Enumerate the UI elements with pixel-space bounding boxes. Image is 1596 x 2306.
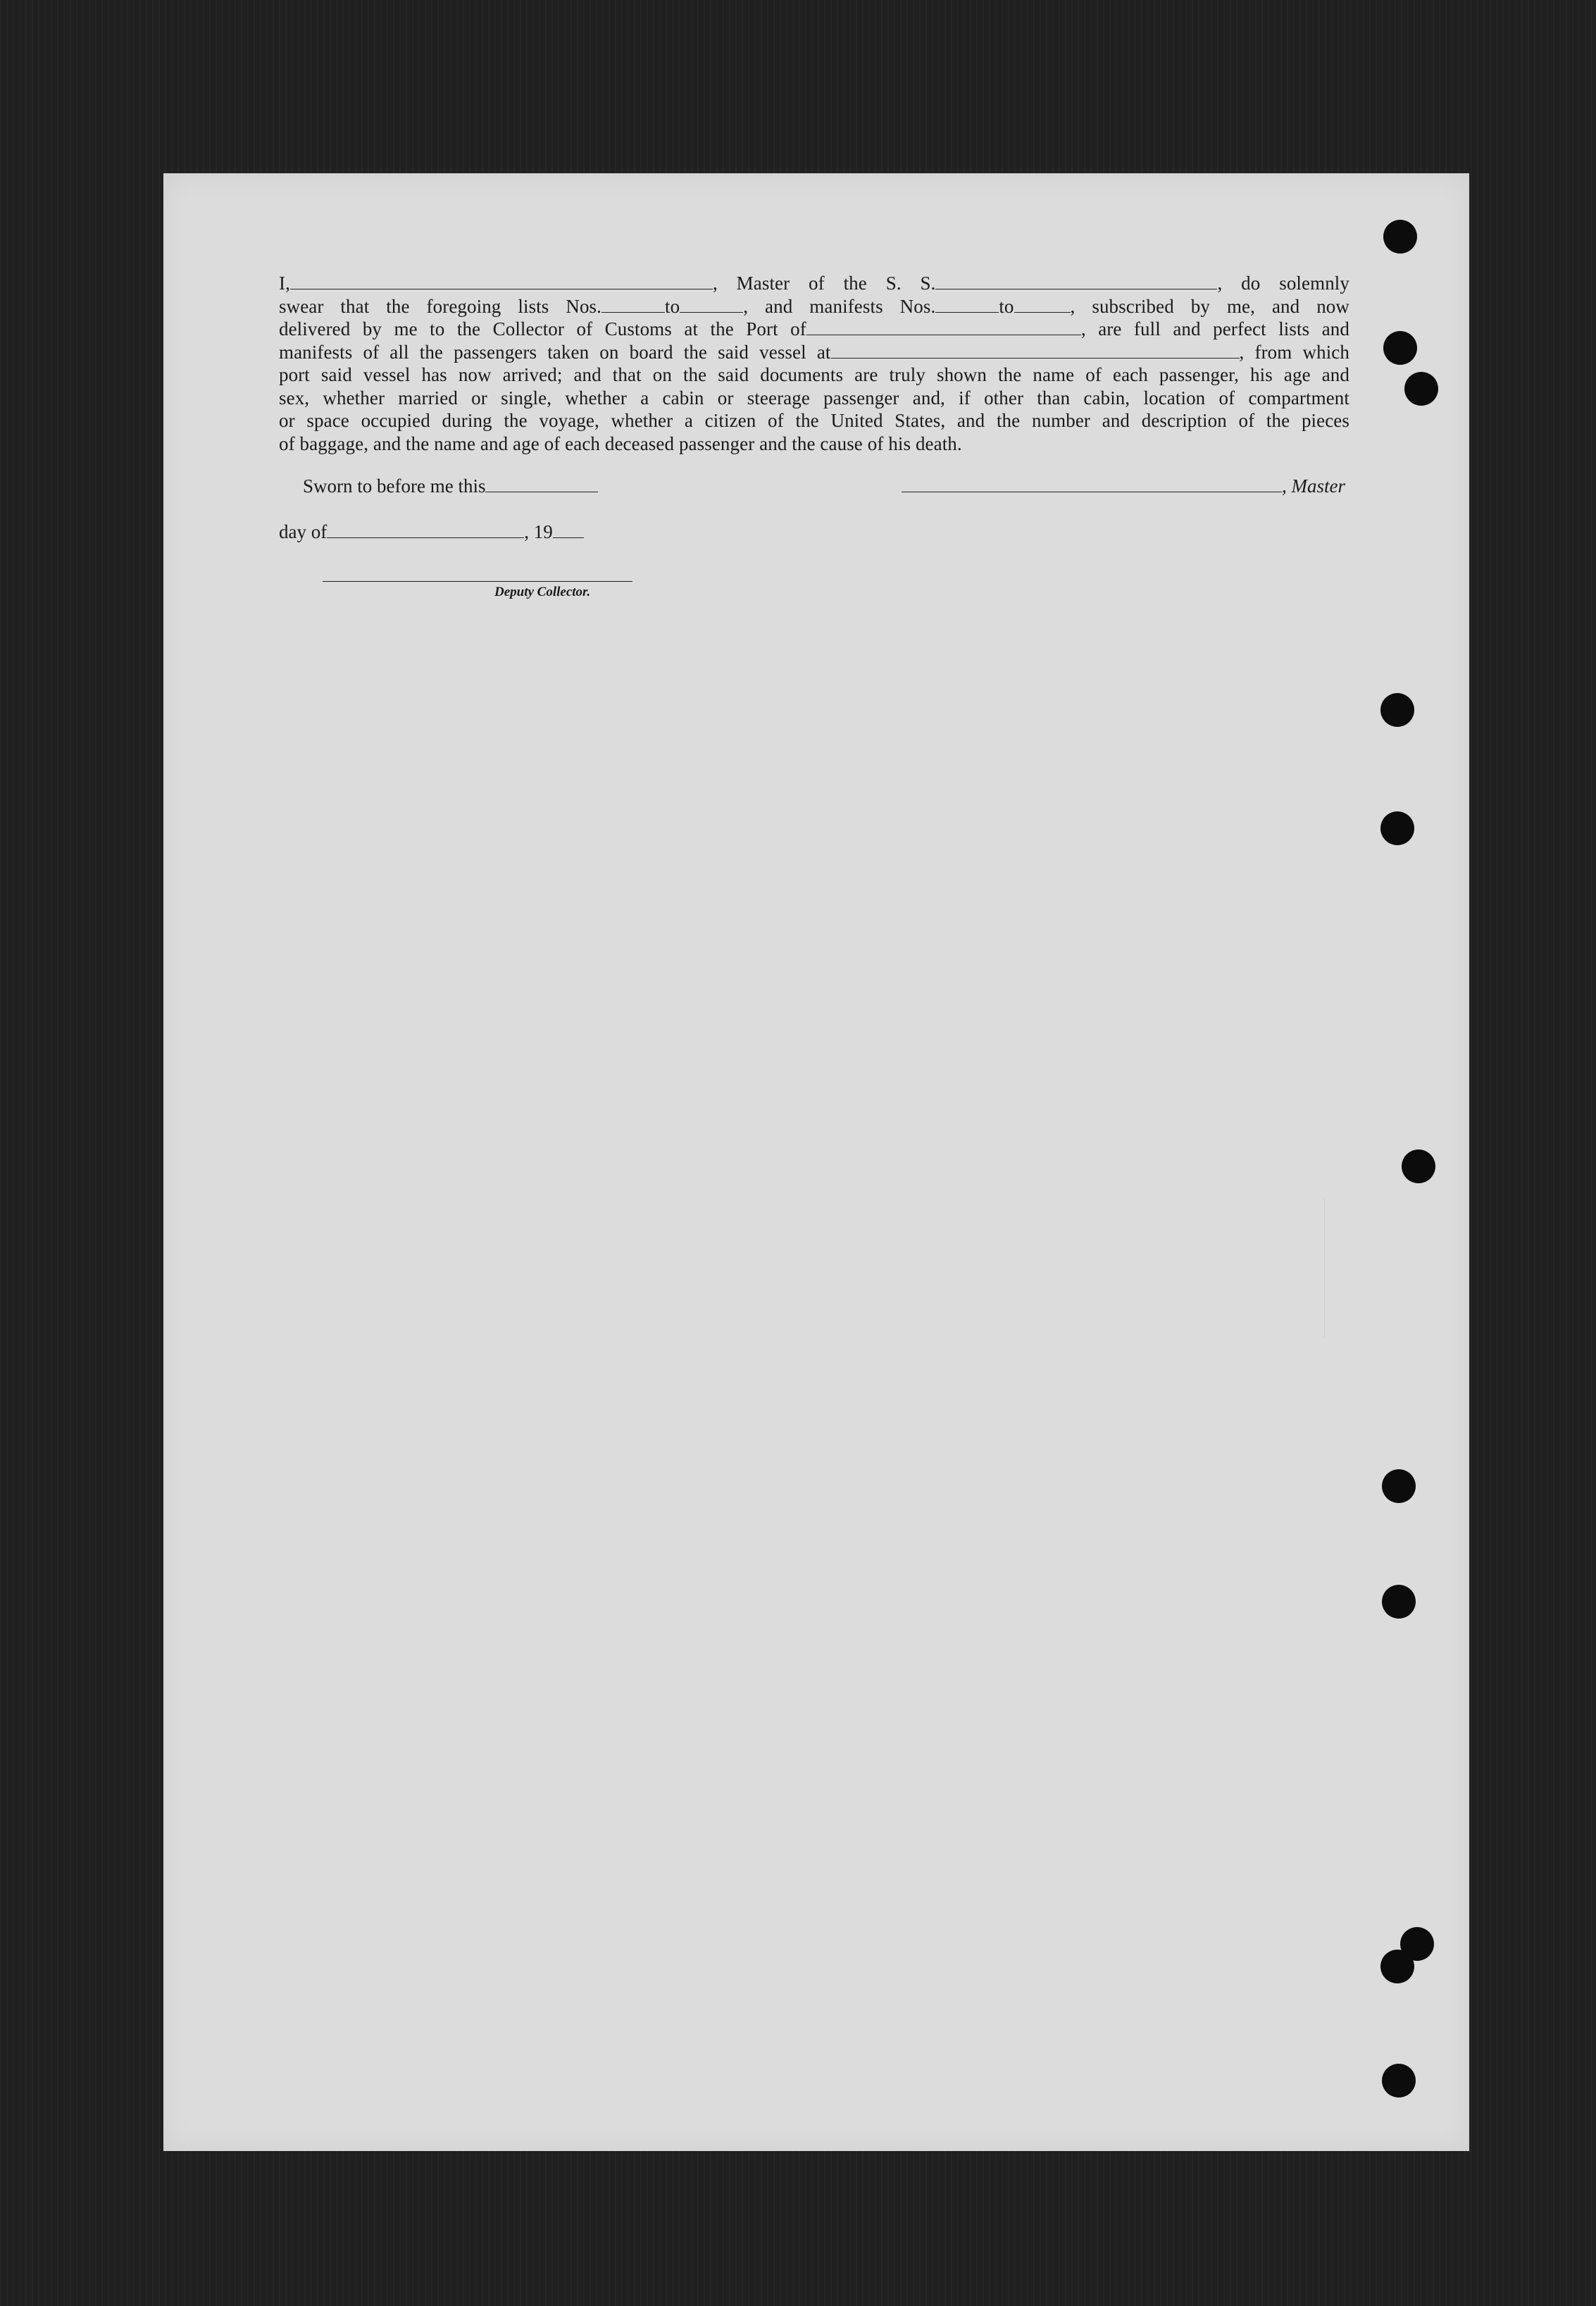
- oath-line-3: [279, 318, 1349, 341]
- punch-hole: [1380, 693, 1414, 727]
- day-line: [279, 521, 584, 543]
- oath-text: , from which: [1239, 341, 1349, 363]
- sworn-label: Sworn to before me this: [303, 475, 486, 497]
- month-blank: [327, 523, 524, 538]
- punch-hole: [1382, 2064, 1416, 2098]
- master-signature-line: [902, 475, 1345, 497]
- year-blank: [553, 523, 584, 538]
- port-blank: [806, 320, 1081, 335]
- oath-line-7: or space occupied during the voyage, whether a citizen of the United States, and the number and description of the pieces: [279, 410, 1349, 431]
- manifests-to-blank: [1014, 298, 1071, 313]
- embarkation-port-blank: [831, 344, 1240, 359]
- oath-text: , are full and perfect lists and: [1080, 318, 1349, 339]
- master-name-blank: [290, 275, 713, 289]
- deputy-signature-rule: [323, 581, 632, 582]
- day-label: day of: [279, 521, 328, 542]
- lists-to-blank: [680, 298, 743, 313]
- oath-text: delivered by me to the Collector of Customs at the Port of: [279, 318, 806, 339]
- oath-line-1: [279, 272, 1349, 295]
- punch-hole: [1402, 1149, 1435, 1183]
- manifests-from-blank: [935, 298, 999, 313]
- oath-line-5: port said vessel has now arrived; and that on the said documents are truly shown the name of each passenger, his age and: [279, 364, 1349, 385]
- master-label: , Master: [1282, 475, 1345, 497]
- punch-hole: [1382, 1585, 1416, 1619]
- oath-text: to: [999, 295, 1014, 317]
- oath-text: , Master of the S. S.: [712, 273, 936, 294]
- document-page: [163, 173, 1469, 2151]
- master-signature-blank: [902, 478, 1282, 492]
- oath-line-2: [279, 295, 1349, 318]
- oath-line-6: sex, whether married or single, whether a cabin or steerage passenger and, if other than cabin, location of compartment: [279, 387, 1349, 409]
- punch-hole: [1383, 220, 1417, 254]
- oath-text: manifests of all the passengers taken on board the said vessel at: [279, 341, 831, 363]
- oath-text: , do solemnly: [1217, 273, 1350, 294]
- punch-hole: [1380, 811, 1414, 845]
- paper-edge-mark: [1324, 1197, 1416, 1338]
- punch-hole: [1380, 1950, 1414, 1983]
- oath-paragraph: [279, 272, 1349, 455]
- oath-text: to: [665, 295, 680, 317]
- lists-from-blank: [601, 298, 665, 313]
- oath-text: swear that the foregoing lists Nos.: [279, 295, 602, 317]
- oath-text: , subscribed by me, and now: [1070, 295, 1349, 317]
- ship-name-blank: [935, 275, 1217, 289]
- oath-line-4: [279, 341, 1349, 364]
- punch-hole: [1383, 331, 1417, 365]
- year-label: , 19: [524, 521, 553, 542]
- oath-text: I,: [279, 273, 290, 294]
- sworn-line: [303, 475, 598, 497]
- punch-hole: [1404, 372, 1438, 406]
- punch-hole: [1382, 1469, 1416, 1503]
- oath-text: , and manifests Nos.: [743, 295, 936, 317]
- oath-line-8: of baggage, and the name and age of each deceased passenger and the cause of his death.: [279, 432, 962, 454]
- deputy-collector-label: Deputy Collector.: [494, 585, 591, 599]
- sworn-day-blank: [485, 478, 598, 492]
